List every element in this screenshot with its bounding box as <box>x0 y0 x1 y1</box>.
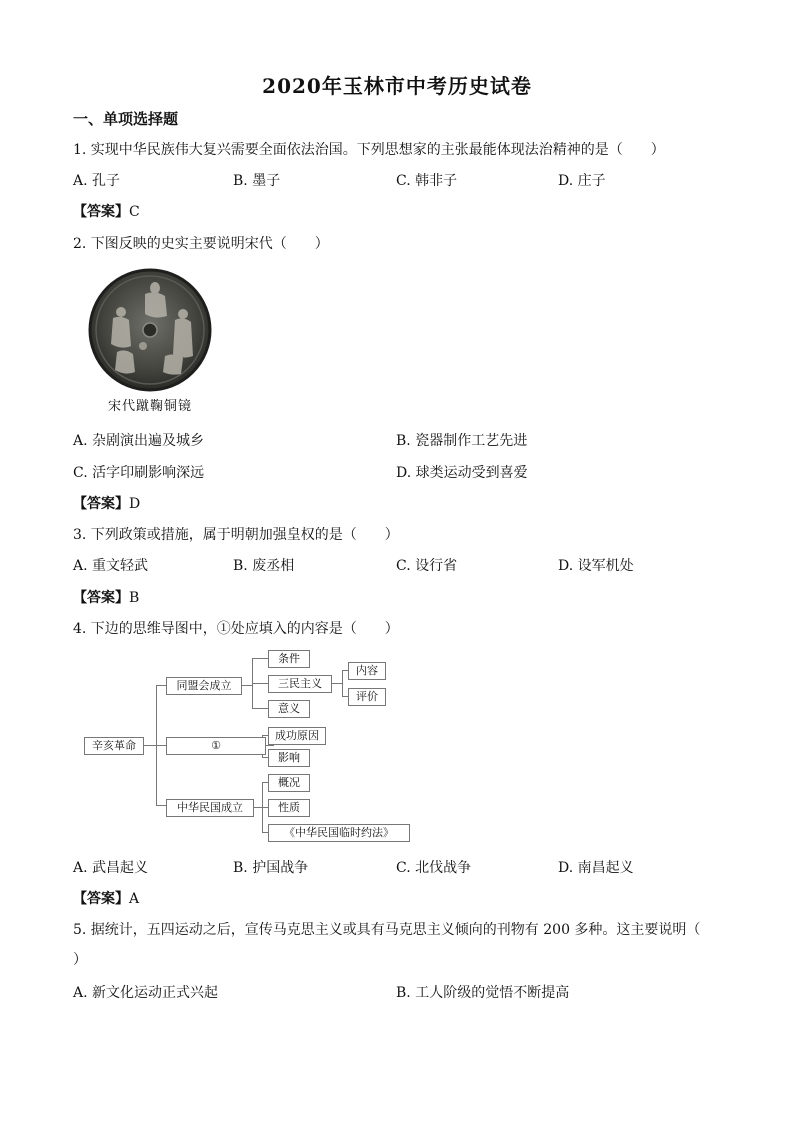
q1-option-a: A. 孔子 <box>73 173 121 189</box>
answer-label: 【答案】 <box>73 204 129 220</box>
mindmap-branch-2-blank: ① <box>166 737 266 755</box>
mindmap-branch-1: 同盟会成立 <box>166 677 242 695</box>
answer-value: C <box>129 204 140 220</box>
connector <box>156 805 166 806</box>
answer-value: D <box>129 496 141 512</box>
question-4-stem: 4. 下边的思维导图中，①处应填入的内容是（ ） <box>73 621 399 637</box>
image-caption: 宋代蹴鞠铜镜 <box>107 399 192 414</box>
question-1-stem: 1. 实现中华民族伟大复兴需要全面依法治国。下列思想家的主张最能体现法治精神的是（ ） <box>73 142 665 158</box>
q4-answer <box>73 889 139 909</box>
connector <box>332 683 342 684</box>
mindmap-leaf: 性质 <box>268 799 310 817</box>
answer-label: 【答案】 <box>73 496 129 512</box>
q5-option-b: B. 工人阶级的觉悟不断提高 <box>396 985 570 1001</box>
connector <box>156 745 166 746</box>
q4-option-a: A. 武昌起义 <box>73 860 149 876</box>
mindmap-leaf: 成功原因 <box>268 727 326 745</box>
mindmap-leaf: 意义 <box>268 700 310 718</box>
q1-option-b: B. 墨子 <box>233 173 281 189</box>
question-5-stem: 5. 据统计，五四运动之后，宣传马克思主义或具有马克思主义倾向的刊物有 200 多种。这主要说明（ <box>73 922 701 938</box>
q3-option-a: A. 重文轻武 <box>73 558 149 574</box>
bronze-mirror-image <box>85 268 215 392</box>
connector <box>252 683 268 684</box>
q3-answer <box>73 588 139 608</box>
connector <box>156 685 166 686</box>
connector <box>144 745 156 746</box>
q4-option-b: B. 护国战争 <box>233 860 309 876</box>
mindmap-branch-3: 中华民国成立 <box>166 799 254 817</box>
mindmap-root: 辛亥革命 <box>84 737 144 755</box>
answer-label: 【答案】 <box>73 891 129 907</box>
question-3-stem: 3. 下列政策或措施，属于明朝加强皇权的是（ ） <box>73 527 399 543</box>
answer-value: A <box>129 891 140 907</box>
section-heading: 一、单项选择题 <box>73 110 179 128</box>
q2-option-d: D. 球类运动受到喜爱 <box>396 465 528 481</box>
mindmap-leaf: 评价 <box>348 688 386 706</box>
q4-option-d: D. 南昌起义 <box>558 860 634 876</box>
q4-option-c: C. 北伐战争 <box>396 860 472 876</box>
answer-label: 【答案】 <box>73 590 129 606</box>
q2-answer <box>73 494 140 514</box>
q2-option-c: C. 活字印刷影响深远 <box>73 465 205 481</box>
q1-option-d: D. 庄子 <box>558 173 606 189</box>
page-title: 2020年玉林市中考历史试卷 <box>262 74 532 98</box>
mindmap-leaf: 《中华民国临时约法》 <box>268 824 410 842</box>
question-5-stem-continued: ） <box>73 952 87 968</box>
mindmap-leaf: 内容 <box>348 662 386 680</box>
connector <box>252 708 268 709</box>
answer-value: B <box>129 590 140 606</box>
connector <box>252 658 268 659</box>
question-2-stem: 2. 下图反映的史实主要说明宋代（ ） <box>73 236 329 252</box>
connector <box>266 745 274 746</box>
mindmap-leaf: 影响 <box>268 749 310 767</box>
mindmap-leaf: 条件 <box>268 650 310 668</box>
q1-option-c: C. 韩非子 <box>396 173 458 189</box>
connector <box>342 670 343 696</box>
mindmap-leaf: 三民主义 <box>268 675 332 693</box>
q2-option-a: A. 杂剧演出遍及城乡 <box>73 433 205 449</box>
connector <box>242 685 252 686</box>
q2-option-b: B. 瓷器制作工艺先进 <box>396 433 528 449</box>
q5-option-a: A. 新文化运动正式兴起 <box>73 985 219 1001</box>
q3-option-b: B. 废丞相 <box>233 558 295 574</box>
mindmap-leaf: 概况 <box>268 774 310 792</box>
q1-answer <box>73 202 140 222</box>
mind-map <box>84 645 424 850</box>
connector <box>254 807 262 808</box>
q3-option-c: C. 设行省 <box>396 558 458 574</box>
q3-option-d: D. 设军机处 <box>558 558 634 574</box>
bronze-mirror-figure <box>85 268 215 418</box>
